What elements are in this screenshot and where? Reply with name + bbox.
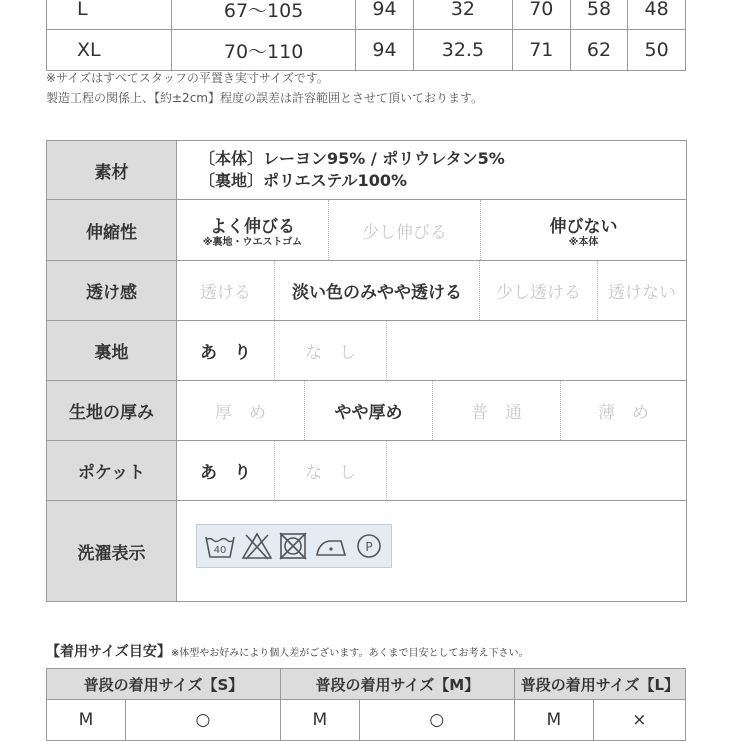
table-row xyxy=(47,669,686,700)
size-cell: 70〜110 xyxy=(172,30,356,71)
table-row xyxy=(47,700,686,741)
size-cell: 32.5 xyxy=(413,30,512,71)
option-text: 薄 め xyxy=(598,403,649,423)
thickness-label: 生地の厚み xyxy=(47,381,177,440)
thickness-option xyxy=(561,381,686,440)
care-label: 洗濯表示 xyxy=(47,501,177,601)
care-symbols xyxy=(196,524,392,568)
material-value xyxy=(177,141,686,199)
thickness-row xyxy=(47,381,686,441)
option-note: ※本体 xyxy=(568,236,599,248)
iron-low-icon xyxy=(313,531,349,561)
option-text: 厚 め xyxy=(215,403,266,423)
size-cell: 70 xyxy=(512,0,570,30)
stretch-option-none xyxy=(481,200,686,260)
material-row xyxy=(47,141,686,200)
stretch-row xyxy=(47,200,686,261)
pocket-option xyxy=(177,441,275,500)
size-cell: 94 xyxy=(356,30,414,71)
size-table xyxy=(46,0,686,71)
no-bleach-icon xyxy=(241,531,273,561)
size-guide-table xyxy=(46,668,686,741)
sheer-row xyxy=(47,261,686,321)
lining-options xyxy=(177,321,686,380)
guide-mark: ○ xyxy=(359,700,514,741)
dry-clean-p-icon xyxy=(354,531,384,561)
pocket-row xyxy=(47,441,686,501)
size-cell: L xyxy=(47,0,172,30)
size-cell: 48 xyxy=(628,0,686,30)
size-cell: 50 xyxy=(628,30,686,71)
stretch-option-high xyxy=(177,200,329,260)
option-text: よく伸びる xyxy=(210,216,295,237)
thickness-option xyxy=(433,381,561,440)
sheer-label: 透け感 xyxy=(47,261,177,320)
lining-label: 裏地 xyxy=(47,321,177,380)
guide-header: 普段の着用サイズ【S】 xyxy=(47,669,281,700)
stretch-options xyxy=(177,200,686,260)
option-text: な し xyxy=(305,463,356,483)
size-cell: XL xyxy=(47,30,172,71)
lining-option xyxy=(275,321,387,380)
option-note: ※裏地・ウエストゴム xyxy=(202,236,303,248)
sheer-options xyxy=(177,261,686,320)
pocket-label: ポケット xyxy=(47,441,177,500)
material-label: 素材 xyxy=(47,141,177,199)
stretch-label: 伸縮性 xyxy=(47,200,177,260)
option-text: 少し透ける xyxy=(496,283,581,303)
no-tumble-dry-icon xyxy=(278,531,308,561)
size-guide-subtitle: ※体型やお好みにより個人差がございます。あくまで目安としてお考え下さい。 xyxy=(170,648,529,659)
option-text: な し xyxy=(305,343,356,363)
option-text: 少し伸びる xyxy=(362,222,447,243)
material-body: 〔本体〕レーヨン95% / ポリウレタン5% xyxy=(199,149,505,168)
size-cell: 67〜105 xyxy=(172,0,356,30)
guide-header: 普段の着用サイズ【M】 xyxy=(280,669,514,700)
stretch-option-mid xyxy=(329,200,481,260)
guide-size: M xyxy=(280,700,359,741)
table-row xyxy=(47,0,686,30)
option-text: 伸びない xyxy=(549,216,618,237)
size-cell: 62 xyxy=(570,30,628,71)
option-text: 透けない xyxy=(608,283,676,303)
size-guide-heading xyxy=(46,641,528,661)
material-lining: 〔裏地〕ポリエステル100% xyxy=(199,171,407,190)
pocket-options xyxy=(177,441,686,500)
size-cell: 71 xyxy=(512,30,570,71)
guide-size: M xyxy=(47,700,126,741)
lining-row xyxy=(47,321,686,381)
sheer-option xyxy=(598,261,686,320)
guide-size: M xyxy=(514,700,593,741)
option-text: 淡い色のみやや透ける xyxy=(292,283,462,303)
guide-mark: × xyxy=(593,700,685,741)
size-cell: 32 xyxy=(413,0,512,30)
size-cell: 58 xyxy=(570,0,628,30)
tolerance-note: 製造工程の関係上、【約±2cm】程度の誤差は許容範囲とさせて頂いております。 xyxy=(46,91,484,105)
guide-header: 普段の着用サイズ【L】 xyxy=(514,669,685,700)
thickness-option xyxy=(305,381,433,440)
wash-40-icon xyxy=(204,531,236,561)
sheer-option xyxy=(177,261,275,320)
size-note: ※サイズはすべてスタッフの平置き実寸サイズです。 xyxy=(46,71,329,85)
size-cell: 94 xyxy=(356,0,414,30)
option-text: やや厚め xyxy=(334,403,403,423)
guide-mark: ○ xyxy=(126,700,281,741)
size-guide-title: 【着用サイズ目安】 xyxy=(46,644,171,660)
sheer-option xyxy=(480,261,598,320)
option-text: あ り xyxy=(200,343,251,363)
thickness-option xyxy=(177,381,305,440)
option-text: 普 通 xyxy=(471,403,522,423)
sheer-option xyxy=(275,261,480,320)
lining-option xyxy=(177,321,275,380)
pocket-option xyxy=(275,441,387,500)
option-text: あ り xyxy=(200,463,251,483)
svg-text:P: P xyxy=(365,540,373,554)
option-text: 透ける xyxy=(200,283,251,303)
table-row xyxy=(47,30,686,71)
thickness-options xyxy=(177,381,686,440)
svg-text:40: 40 xyxy=(213,545,226,556)
